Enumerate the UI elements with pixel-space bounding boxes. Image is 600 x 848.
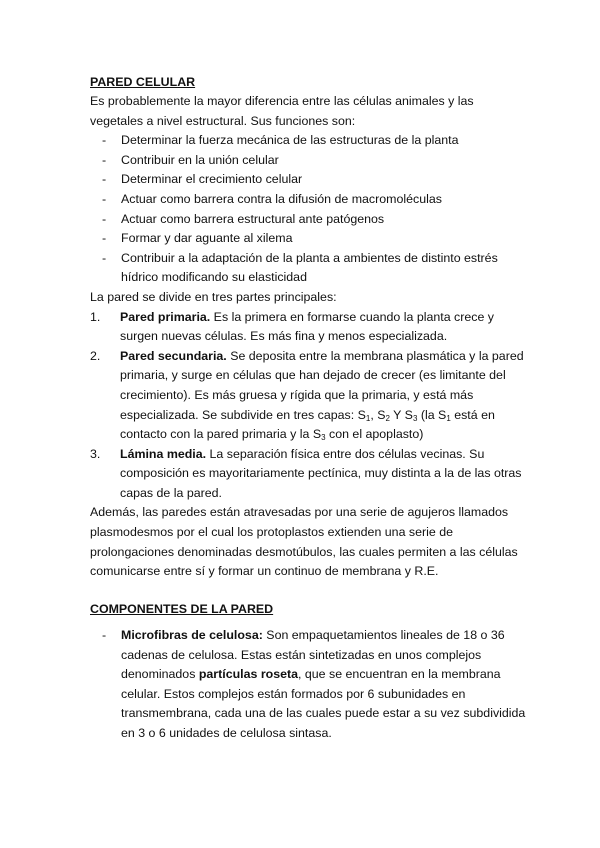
section-body-pared-celular <box>90 92 530 582</box>
section-title-pared-celular: PARED CELULAR <box>90 75 196 89</box>
list-item <box>90 131 530 151</box>
closing-paragraph: Además, las paredes están atravesadas por una serie de agujeros llamados plasmodesmos por el cual los protoplastos extienden una serie de prolongaciones denominadas desmotúbulos, las cuales permiten a las células comunicarse entre sí y formar un continuo de membrana y R.E. <box>90 505 518 579</box>
dash-marker: - <box>102 628 107 642</box>
subscript: 3 <box>321 433 326 443</box>
part-text: Se deposita entre la membrana plasmática y la pared primaria, y surge en células que han dejado de crecer (es limitante del crecimiento). Es más gruesa y rígida que la primaria, y está más especializada. Se subdivide en tres capas: S <box>120 348 524 422</box>
dash-marker: - <box>102 250 107 265</box>
dash-marker: - <box>102 133 107 148</box>
list-item-text: Contribuir en la unión celular <box>121 152 279 167</box>
parts-intro: La pared se divide en tres partes principales: <box>90 289 337 304</box>
part-text: , S <box>370 407 386 422</box>
part-text: (la S <box>417 407 447 422</box>
part-text: Y S <box>389 407 413 422</box>
part-text: con el apoplasto) <box>325 427 424 442</box>
list-item <box>90 151 530 171</box>
list-item-text: Determinar el crecimiento celular <box>121 172 303 187</box>
list-item <box>90 445 530 504</box>
subscript: 1 <box>365 413 371 423</box>
part-name: Pared primaria. <box>120 309 211 324</box>
list-number: 1. <box>90 309 101 324</box>
components-list <box>90 626 530 744</box>
list-item <box>90 308 530 347</box>
dash-marker: - <box>102 211 107 226</box>
list-item <box>90 626 530 744</box>
dash-marker: - <box>102 191 107 206</box>
list-item <box>90 229 530 249</box>
component-text: , que se encuentran en la membrana celular. Estos complejos están formados por 6 subunidades en transmembrana, cada una de las cuales puede estar a su vez subdividida en 3 o 6 unidades de celulosa sintasa. <box>121 667 526 740</box>
list-item-text: Actuar como barrera estructural ante patógenos <box>121 211 385 226</box>
list-number: 3. <box>90 446 101 461</box>
list-number: 2. <box>90 348 101 363</box>
section-body-componentes <box>90 626 530 744</box>
component-term: partículas roseta <box>198 667 299 682</box>
list-item <box>90 210 530 230</box>
dash-marker: - <box>102 231 107 246</box>
part-text: Es la primera en formarse cuando la planta crece y surgen nuevas células. Es más fina y menos especializada. <box>120 309 494 344</box>
list-item-text: Determinar la fuerza mecánica de las estructuras de la planta <box>121 133 459 148</box>
list-item <box>90 249 530 288</box>
parts-list <box>90 308 530 504</box>
list-item <box>90 190 530 210</box>
subscript: 1 <box>446 413 451 423</box>
dash-marker: - <box>102 152 107 167</box>
component-name: Microfibras de celulosa: <box>121 628 263 642</box>
list-item-text: Actuar como barrera contra la difusión de macromoléculas <box>121 191 442 206</box>
list-item <box>90 347 530 445</box>
subscript: 2 <box>385 413 390 423</box>
functions-list <box>90 131 530 288</box>
intro-paragraph: Es probablemente la mayor diferencia entre las células animales y las vegetales a nivel estructural. Sus funciones son: <box>90 94 474 128</box>
section-title-componentes: COMPONENTES DE LA PARED <box>90 602 274 616</box>
component-text: Son empaquetamientos lineales de 18 o 36 cadenas de celulosa. Estas están sintetizadas en unos complejos denominados <box>121 628 505 682</box>
list-item-text: Formar y dar aguante al xilema <box>121 231 293 246</box>
list-item-text: Contribuir a la adaptación de la planta a ambientes de distinto estrés hídrico modificando su elasticidad <box>121 250 498 285</box>
part-name: Pared secundaria. <box>120 348 227 363</box>
list-item <box>90 170 530 190</box>
part-text: está en contacto con la pared primaria y la S <box>120 407 495 442</box>
subscript: 3 <box>412 413 418 423</box>
part-text: La separación física entre dos células vecinas. Su composición es mayoritariamente pectínica, muy distinta a la de las otras capas de la pared. <box>120 446 522 500</box>
dash-marker: - <box>102 172 107 187</box>
part-name: Lámina media. <box>120 446 207 461</box>
